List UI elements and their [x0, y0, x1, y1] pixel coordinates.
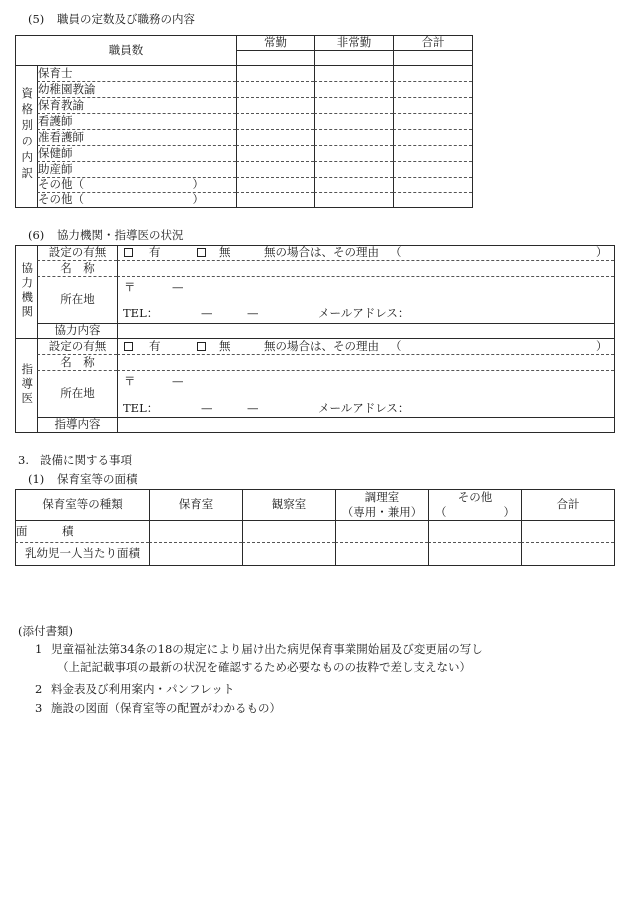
- total-cell[interactable]: [393, 113, 472, 129]
- parttime-cell[interactable]: [314, 161, 393, 177]
- fulltime-total-cell[interactable]: [236, 50, 314, 65]
- name-field[interactable]: [117, 260, 614, 276]
- address-layout: [118, 371, 614, 417]
- section-6-title: 協力機関・指導医の状況: [57, 228, 184, 242]
- parttime-cell[interactable]: [314, 81, 393, 97]
- header-kitchen-label: 調理室: [364, 490, 400, 504]
- observation-per-child-cell[interactable]: [242, 542, 335, 565]
- total-cell[interactable]: [393, 145, 472, 161]
- checkbox-no[interactable]: [197, 248, 206, 257]
- address-label: 所在地: [37, 276, 117, 323]
- row-label: 保育士: [37, 65, 236, 81]
- row-label: 保健師: [37, 145, 236, 161]
- email-label: メールアドレス：: [318, 306, 410, 320]
- qualification-breakdown-label: [15, 65, 37, 207]
- row-label: 看護師: [37, 113, 236, 129]
- fulltime-cell[interactable]: [236, 81, 314, 97]
- reason-label: 無の場合は、その理由: [264, 245, 379, 259]
- table-row: [15, 97, 472, 113]
- reason-open-paren: （: [390, 338, 402, 353]
- fulltime-cell[interactable]: [236, 145, 314, 161]
- name-field[interactable]: [117, 354, 614, 370]
- address-label: 所在地: [37, 370, 117, 417]
- tel-label: TEL：: [123, 306, 159, 320]
- other-area-cell[interactable]: [428, 520, 521, 542]
- tel-dash: —: [201, 306, 213, 320]
- reason-close-paren: ）: [596, 338, 608, 353]
- reason-open-paren: （: [390, 245, 402, 259]
- row-label: 保育教諭: [37, 97, 236, 113]
- postal-mark: 〒: [124, 374, 136, 388]
- address-field[interactable]: [117, 370, 614, 417]
- staff-table: [15, 35, 473, 208]
- staff-header-row: [15, 35, 472, 50]
- header-fulltime: 常勤: [236, 35, 314, 50]
- total-per-child-cell[interactable]: [521, 542, 614, 565]
- subsection-1-number: (1): [28, 472, 45, 486]
- header-other: [428, 489, 521, 520]
- content-label: 指導内容: [37, 417, 117, 432]
- other-close-paren: ）: [192, 192, 204, 207]
- section-5-number: (5): [28, 12, 45, 26]
- content-field[interactable]: [117, 417, 614, 432]
- nursery-area-cell[interactable]: [149, 520, 242, 542]
- header-observation-room: 観察室: [242, 489, 335, 520]
- header-kitchen: [335, 489, 428, 520]
- setting-label: 設定の有無: [37, 245, 117, 260]
- header-total: 合計: [393, 35, 472, 50]
- tel-dash: —: [247, 306, 259, 320]
- area-row: [15, 520, 614, 542]
- attachment-text: 料金表及び利用案内・パンフレット: [51, 682, 235, 696]
- reason-label: 無の場合は、その理由: [264, 338, 379, 353]
- attachment-text: 児童福祉法第34条の18の規定により届け出た病児保育事業開始届及び変更届の写し: [51, 642, 483, 656]
- room-header-row: [15, 489, 614, 520]
- cooperation-table: [15, 245, 615, 433]
- coop-institution-text: 協力機関: [20, 261, 35, 320]
- table-row: [15, 177, 472, 192]
- other-open-text: その他（: [38, 177, 84, 192]
- row-label-other: [37, 177, 236, 192]
- coop-institution-group-label: [15, 245, 37, 338]
- other-per-child-cell[interactable]: [428, 542, 521, 565]
- fulltime-cell[interactable]: [236, 177, 314, 192]
- postal-mark: 〒: [124, 280, 136, 294]
- table-row: [15, 129, 472, 145]
- attachment-note: （上記記載事項の最新の状況を確認するため必要なものの抜粋で差し支えない）: [57, 660, 471, 674]
- parttime-cell[interactable]: [314, 192, 393, 207]
- grand-total-cell[interactable]: [393, 50, 472, 65]
- doctor-name-row: [15, 354, 614, 370]
- attachment-number: 1: [35, 642, 43, 656]
- checkbox-yes[interactable]: [124, 248, 133, 257]
- fulltime-cell[interactable]: [236, 97, 314, 113]
- header-other-label: その他: [457, 490, 493, 504]
- name-label: 名 称: [37, 354, 117, 370]
- header-room-type: 保育室等の種類: [15, 489, 149, 520]
- header-kitchen-note: （専用・兼用）: [341, 504, 423, 519]
- kitchen-area-cell[interactable]: [335, 520, 428, 542]
- coop-setting-row: [15, 245, 614, 260]
- setting-label: 設定の有無: [37, 338, 117, 354]
- fulltime-cell[interactable]: [236, 113, 314, 129]
- attachment-number: 3: [35, 701, 43, 715]
- fulltime-cell[interactable]: [236, 161, 314, 177]
- row-label-other: [37, 192, 236, 207]
- fulltime-cell[interactable]: [236, 192, 314, 207]
- choice-yes-label: 有: [149, 338, 161, 353]
- header-room-total: 合計: [521, 489, 614, 520]
- other-open-text: その他（: [38, 192, 84, 207]
- parttime-cell[interactable]: [314, 97, 393, 113]
- coop-address-row: [15, 276, 614, 323]
- attachment-text: 施設の図面（保育室等の配置がわかるもの）: [51, 701, 281, 715]
- tel-dash: —: [201, 401, 213, 415]
- row-label: 幼稚園教諭: [37, 81, 236, 97]
- section-3-title: 設備に関する事項: [40, 453, 132, 467]
- other-close-paren: ）: [503, 504, 515, 519]
- table-row: [15, 161, 472, 177]
- fulltime-cell[interactable]: [236, 65, 314, 81]
- choice-yes-label: 有: [149, 245, 161, 259]
- total-area-cell[interactable]: [521, 520, 614, 542]
- setting-choices: [118, 246, 614, 260]
- fulltime-cell[interactable]: [236, 129, 314, 145]
- total-cell[interactable]: [393, 65, 472, 81]
- header-nursery-room: 保育室: [149, 489, 242, 520]
- total-cell[interactable]: [393, 97, 472, 113]
- parttime-total-cell[interactable]: [314, 50, 393, 65]
- supervising-doctor-group-label: [15, 338, 37, 432]
- observation-area-cell[interactable]: [242, 520, 335, 542]
- total-cell[interactable]: [393, 129, 472, 145]
- total-cell[interactable]: [393, 81, 472, 97]
- section-6-number: (6): [28, 228, 45, 242]
- nursery-per-child-cell[interactable]: [149, 542, 242, 565]
- per-child-area-row: [15, 542, 614, 565]
- other-open-paren: （: [435, 504, 447, 519]
- table-row: [15, 192, 472, 207]
- address-layout: [118, 277, 614, 323]
- coop-name-row: [15, 260, 614, 276]
- parttime-cell[interactable]: [314, 177, 393, 192]
- header-parttime: 非常勤: [314, 35, 393, 50]
- header-other-parens: [435, 504, 515, 519]
- choice-no-label: 無: [219, 338, 231, 353]
- parttime-cell[interactable]: [314, 65, 393, 81]
- checkbox-yes[interactable]: [124, 342, 133, 351]
- content-field[interactable]: [117, 323, 614, 338]
- parttime-cell[interactable]: [314, 145, 393, 161]
- address-field[interactable]: [117, 276, 614, 323]
- table-row: [15, 65, 472, 81]
- checkbox-no[interactable]: [197, 342, 206, 351]
- row-label: 助産師: [37, 161, 236, 177]
- postal-dash: —: [172, 280, 184, 294]
- content-label: 協力内容: [37, 323, 117, 338]
- subsection-1-title: 保育室等の面積: [57, 472, 138, 486]
- setting-cell: [117, 245, 614, 260]
- table-row: [15, 113, 472, 129]
- supervising-doctor-text: 指導医: [20, 362, 35, 406]
- setting-choices: [118, 340, 614, 354]
- table-row: [15, 145, 472, 161]
- parttime-cell[interactable]: [314, 129, 393, 145]
- doctor-address-row: [15, 370, 614, 417]
- email-label: メールアドレス：: [318, 401, 410, 415]
- section-3-number: 3.: [18, 453, 29, 467]
- attachments-title: (添付書類): [18, 624, 73, 638]
- reason-close-paren: ）: [596, 245, 608, 259]
- other-close-paren: ）: [192, 177, 204, 192]
- table-row: [15, 81, 472, 97]
- total-cell[interactable]: [393, 192, 472, 207]
- other-label: [38, 179, 204, 191]
- setting-cell: [117, 338, 614, 354]
- room-area-table: [15, 489, 615, 566]
- kitchen-per-child-cell[interactable]: [335, 542, 428, 565]
- qualification-breakdown-text: 資格別の内訳: [20, 87, 35, 184]
- row-label: 准看護師: [37, 129, 236, 145]
- header-staff-count: 職員数: [15, 35, 236, 65]
- name-label: 名 称: [37, 260, 117, 276]
- parttime-cell[interactable]: [314, 113, 393, 129]
- coop-content-row: [15, 323, 614, 338]
- tel-label: TEL：: [123, 401, 159, 415]
- other-label: [38, 194, 204, 206]
- area-row-label: 面 積: [15, 520, 149, 542]
- section-5-title: 職員の定数及び職務の内容: [57, 12, 195, 26]
- tel-dash: —: [247, 401, 259, 415]
- doctor-content-row: [15, 417, 614, 432]
- doctor-setting-row: [15, 338, 614, 354]
- postal-dash: —: [172, 374, 184, 388]
- per-child-row-label: 乳幼児一人当たり面積: [15, 542, 149, 565]
- choice-no-label: 無: [219, 245, 231, 259]
- attachment-number: 2: [35, 682, 43, 696]
- total-cell[interactable]: [393, 161, 472, 177]
- total-cell[interactable]: [393, 177, 472, 192]
